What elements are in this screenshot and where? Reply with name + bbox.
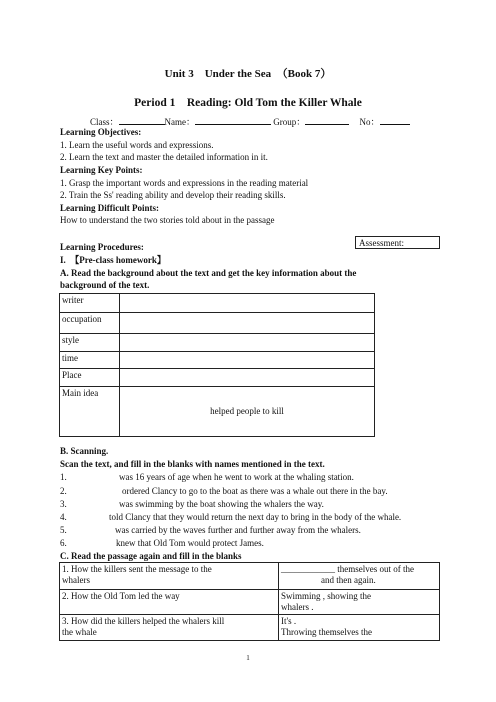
table-row <box>60 294 375 313</box>
scan-item-text: was swimming by the boat showing the whalers the way. <box>119 499 324 509</box>
item-number: 2. <box>60 486 67 496</box>
answer-cell[interactable] <box>120 369 375 387</box>
scan-item-text: was carried by the waves further and further away from the whalers. <box>115 525 361 535</box>
item-number: 4. <box>60 512 67 522</box>
item-number: 1. <box>60 472 67 482</box>
task-a-line1: A. Read the background about the text and get the key information about the <box>60 268 357 278</box>
table-row <box>60 590 440 615</box>
answer-cell[interactable] <box>279 563 440 590</box>
class-blank[interactable] <box>119 115 165 125</box>
scan-item <box>60 512 67 523</box>
key-point-item: 2. Train the Ss' reading ability and develop their reading skills. <box>60 190 286 200</box>
question-text: whalers <box>62 575 90 585</box>
difficult-points-heading: Learning Difficult Points: <box>60 203 159 213</box>
section-c-table <box>59 562 440 641</box>
group-blank[interactable] <box>305 115 349 125</box>
question-text: 2. How the Old Tom led the way <box>62 591 180 601</box>
scan-item <box>60 525 67 536</box>
period-title: Period 1 Reading: Old Tom the Killer Whale <box>134 97 362 109</box>
objective-item: 2. Learn the text and master the detailed information in it. <box>60 152 268 162</box>
answer-cell[interactable] <box>120 313 375 334</box>
scan-item <box>60 486 67 497</box>
answer-text: ____________ themselves out of the <box>281 564 414 574</box>
row-label: occupation <box>60 313 120 334</box>
class-label: Class： <box>90 117 119 127</box>
name-blank[interactable] <box>195 115 271 125</box>
answer-cell[interactable] <box>120 294 375 313</box>
scan-item-text: told Clancy that they would return the next day to bring in the body of the whale. <box>109 512 402 522</box>
table-row <box>60 369 375 387</box>
assessment-box: Assessment: <box>355 236 440 249</box>
row-label: style <box>60 334 120 352</box>
scan-item <box>60 538 67 549</box>
answer-text: It's . <box>281 616 297 626</box>
table-row <box>60 615 440 641</box>
section-pre-class: I. 【Pre-class homework】 <box>60 255 166 265</box>
table-row <box>60 387 375 437</box>
no-label: No： <box>359 117 380 127</box>
section-c-heading: C. Read the passage again and fill in the blanks <box>60 551 242 561</box>
scanning-instruction: Scan the text, and fill in the blanks with names mentioned in the text. <box>60 459 325 469</box>
question-cell <box>60 615 279 641</box>
key-points-heading: Learning Key Points: <box>60 165 143 175</box>
page-number: 1 <box>246 654 250 662</box>
answer-cell[interactable] <box>120 352 375 369</box>
answer-cell[interactable] <box>279 590 440 615</box>
no-blank[interactable] <box>380 115 410 125</box>
row-label: time <box>60 352 120 369</box>
table-row <box>60 563 440 590</box>
objective-item: 1. Learn the useful words and expressions. <box>60 140 214 150</box>
answer-cell[interactable] <box>279 615 440 641</box>
unit-title: Unit 3 Under the Sea （Book 7） <box>164 68 332 80</box>
main-idea-cell[interactable] <box>120 387 375 437</box>
table-row <box>60 313 375 334</box>
scan-item <box>60 472 67 483</box>
question-text: 1. How the killers sent the message to the <box>62 564 212 574</box>
scan-item <box>60 499 67 510</box>
answer-text: and then again. <box>321 575 376 585</box>
procedures-heading: Learning Procedures: <box>60 242 144 252</box>
table-row <box>60 352 375 369</box>
row-label: Place <box>60 369 120 387</box>
scan-item-text: knew that Old Tom would protect James. <box>116 538 264 548</box>
item-number: 5. <box>60 525 67 535</box>
item-number: 3. <box>60 499 67 509</box>
answer-text: Swimming , showing the <box>281 591 372 601</box>
main-idea-text: helped people to kill <box>210 406 284 416</box>
difficult-points-text: How to understand the two stories told about in the passage <box>60 215 275 225</box>
key-point-item: 1. Grasp the important words and expressions in the reading material <box>60 178 309 188</box>
objectives-heading: Learning Objectives: <box>60 127 142 137</box>
task-a-line2: background of the text. <box>60 280 150 290</box>
background-table <box>59 293 375 437</box>
answer-text: whalers . <box>281 602 314 612</box>
answer-text: Throwing themselves the <box>281 627 372 637</box>
question-text: the whale <box>62 627 97 637</box>
group-label: Group： <box>273 117 306 127</box>
question-cell <box>60 590 279 615</box>
question-cell <box>60 563 279 590</box>
name-label: Name： <box>164 117 196 127</box>
question-text: 3. How did the killers helped the whalers kill <box>62 616 225 626</box>
scan-item-text: was 16 years of age when he went to work at the whaling station. <box>119 472 354 482</box>
scanning-heading: B. Scanning. <box>60 446 109 456</box>
table-row <box>60 334 375 352</box>
item-number: 6. <box>60 538 67 548</box>
answer-cell[interactable] <box>120 334 375 352</box>
row-label: writer <box>60 294 120 313</box>
row-label: Main idea <box>60 387 120 437</box>
scan-item-text: ordered Clancy to go to the boat as there was a whale out there in the bay. <box>122 486 388 496</box>
